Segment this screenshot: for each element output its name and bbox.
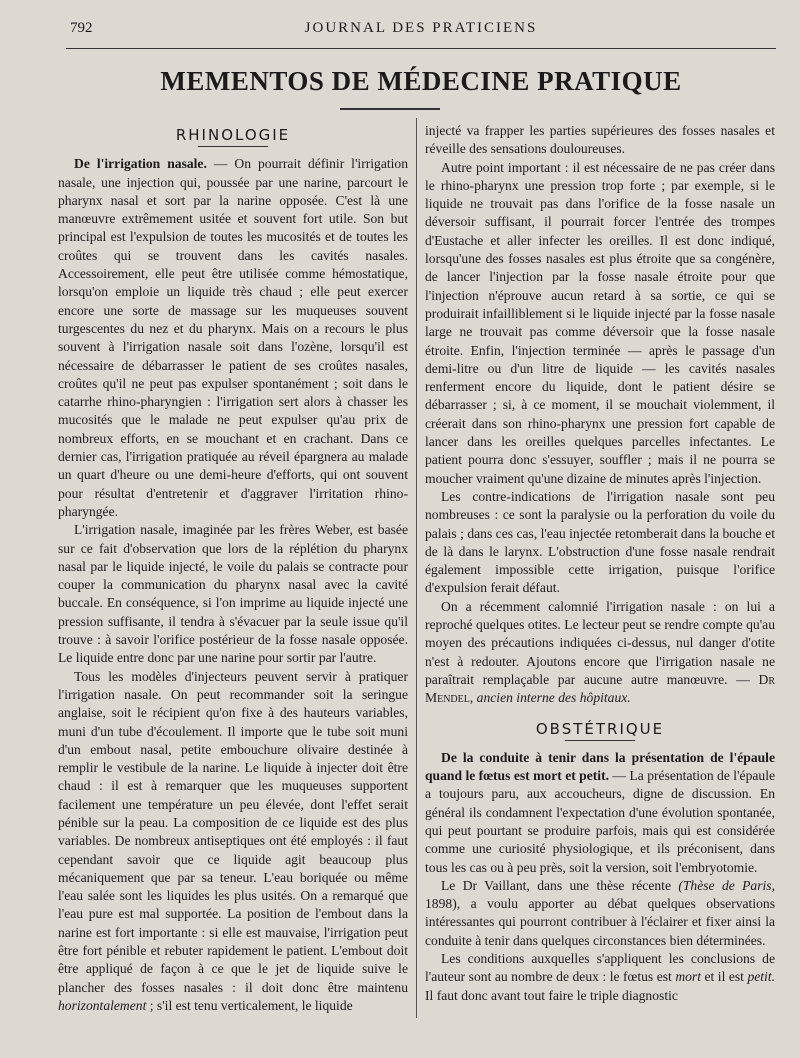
- paragraph: Autre point important : il est nécessaire de ne pas créer dans le rhino-pharynx une pression trop forte ; par exemple, si le liquide ne trouvait pas dans l'orifice de la fosse nasale un déversoir suffisant, il pourrait forcer l'entrée des trompes d'Eustache et aller infecter les oreilles. Il est donc indiqué, lorsqu'une des fosses nasales est plus étroite que sa congénère, de lancer l'injection par la fosse nasale étroite pour que l'injection n'éprouve aucun retard à sa sortie, ce qui se produirait infailliblement si le liquide injecté par la fosse nasale large ne trouvait pas comme déversoir que la fosse nasale étroite. Enfin, l'injection terminée — après le passage d'un demi-litre ou d'un litre de liquide — les cavités nasales renferment encore du liquide, dont le patient désire se débarrasser ; si, à ce moment, il se mouchait violemment, il créerait dans son rhino-pharynx une pression fort capable de lancer dans les oreilles quelques parcelles infectantes. Le patient pourra donc s'essuyer, souffler ; mais il ne pourra se moucher vraiment qu'une dizaine de minutes après l'injection.: [425, 159, 775, 486]
- paragraph-text: Le Dr Vaillant, dans une thèse récente: [441, 877, 679, 893]
- section-rule: [565, 740, 635, 741]
- paragraph: [58, 155, 408, 521]
- article-title: De l'irrigation nasale.: [74, 156, 207, 172]
- paragraph-text: 1898), a voulu apporter au débat quelques observations intéressantes qui pourront contribuer à l'éclairer et fixer ainsi la conduite à tenir dans quelques circonstances bien déterminées.: [425, 896, 775, 948]
- column-divider: [416, 118, 417, 1018]
- journal-name: JOURNAL DES PRATICIENS: [304, 20, 538, 36]
- paragraph-text: Tous les modèles d'injecteurs peuvent servir à pratiquer l'irrigation nasale. On peut recommander soit la seringue anglaise, soit le récipient qu'on fixe à des hauteurs variables, muni d'un tube d'écoulement. Il importe que le tube soit muni d'un embout nasal, petite embouchure olivaire destinée à remplir le vestibule de la narine. Le liquide à injecter doit être chaud : il est à remarquer que les muqueuses supportent facilement une température un peu élevée, dont l'effet serait pénible sur la peau. La composition de ce liquide est des plus variables. De nombreux antiseptiques ont été employés : il faut cependant savoir que ce liquide agit beaucoup plus mécaniquement que par sa teneur. L'eau boriquée ou même l'eau salée sont les liquides les plus usités. On a remarqué que l'eau pure est mal supportée. La position de l'embout dans la narine est fort importante : si elle est mauvaise, l'irrigation peut être fort pénible et rebuter rapidement le patient. L'embout doit être appliqué de façon à ce que le jet de liquide suive le plancher des fosses nasales : il doit donc être maintenu: [58, 668, 408, 995]
- title-rule: [340, 108, 440, 110]
- paragraph-text: Les conditions auxquelles s'appliquent les conclusions de l'auteur sont au nombre de deux : le fœtus est: [425, 951, 775, 985]
- right-column: [425, 122, 775, 1005]
- paragraph: [425, 598, 775, 708]
- paragraph-text: et il est: [701, 969, 748, 985]
- paragraph: L'irrigation nasale, imaginée par les frères Weber, est basée sur ce fait d'observation que lors de la réplétion du pharynx nasal par le liquide injecté, le voile du palais se contracte pour couper la communication du pharynx nasal avec la cavité buccale. En conséquence, si l'on imprime au liquide injecté une pression suffisante, il tendra à s'évacuer par la seule issue qu'il trouve : à savoir l'orifice postérieur de la fosse nasale opposée. Le liquide entre donc par une narine pour sortir par l'autre.: [58, 522, 408, 666]
- section-heading-rhinologie: RHINOLOGIE: [175, 126, 291, 144]
- paragraph: [425, 950, 775, 1005]
- paragraph: Les contre-indications de l'irrigation nasale sont peu nombreuses : ce sont la paralysie ou la perforation du voile du palais ; dans ces cas, l'eau injectée retomberait dans la bouche et de là dans le larynx. L'obstruction d'une fosse nasale rendrait également impossible cette irrigation, puisque l'orifice d'expulsion ferait défaut.: [425, 488, 775, 596]
- paragraph-text: — La présentation de l'épaule a toujours paru, aux accoucheurs, digne de discussion. En général ils condamnent l'expectation d'une évolution spontanée, qui peut pourtant se produire parfois, mais qui est considérée comme une curiosité physiologique, et ils préconisent, dans tous les cas ou à peu près, soit la version, soit l'embryotomie.: [425, 768, 776, 875]
- page-number: 792: [70, 20, 93, 36]
- paragraph: [425, 877, 775, 950]
- emphasis: petit.: [747, 969, 776, 985]
- paragraph-text: Il faut donc avant tout faire le triple diagnostic: [425, 987, 678, 1003]
- running-head: [66, 20, 776, 44]
- section-heading-obstetrique: OBSTÉTRIQUE: [535, 719, 665, 738]
- article-title: De la conduite à tenir dans la présentation de l'épaule quand le fœtus est mort et petit.: [425, 749, 775, 784]
- citation: (Thèse de Paris,: [678, 877, 775, 893]
- paragraph-text: — On pourrait définir l'irrigation nasale, une injection qui, poussée par une narine, parcourt le pharynx nasal et sort par la narine opposée. C'est là une manœuvre extrêmement usitée et souvent fort utile. Son but principal est l'expulsion de toutes les mucosités et de toutes les croûtes qui se trouvent dans les cavités nasales. Accessoirement, elle peut être utilisée comme hémostatique, lorsqu'on emploie un liquide très chaud ; elle peut exercer encore une sorte de massage sur les muqueuses souvent turgescentes du nez et du pharynx. Mais on a recours le plus souvent à l'irrigation nasale soit dans l'ozène, lorsqu'il est nécessaire de débarrasser le patient de ses croûtes nasales, croûtes qu'il ne peut pas expulser spontanément ; soit dans le catarrhe rhino-pharyngien : l'irrigation sert alors à chasser les mucosités que le malade ne peut expulser qu'au prix de nombreux efforts, en se mouchant et en crachant. Dans ce dernier cas, l'irrigation pratiquée au réveil épargnera au malade un quart d'heure ou une demi-heure d'efforts, qui ont souvent pour résultat d'entretenir et d'aggraver l'irritation rhino-pharyngée.: [58, 156, 408, 519]
- page-title: MEMENTOS DE MÉDECINE PRATIQUE: [160, 66, 682, 96]
- author-role: ancien interne des hôpitaux.: [473, 690, 631, 706]
- left-column: [58, 122, 408, 1015]
- paragraph-text: ; s'il est tenu verticalement, le liquide: [146, 997, 353, 1013]
- paragraph: injecté va frapper les parties supérieures des fosses nasales et réveille des sensations douloureuses.: [425, 123, 775, 157]
- paragraph: [58, 668, 408, 1016]
- author-name: Dr Mendel,: [425, 671, 775, 706]
- section-rule: [198, 146, 268, 147]
- paragraph: [425, 749, 775, 877]
- emphasis: horizontalement: [58, 997, 147, 1013]
- paragraph-text: On a récemment calomnié l'irrigation nasale : on lui a reproché quelques otites. Le lecteur peut se rendre compte qu'au moyen des précautions indiquées ci-dessus, nul danger d'otite n'est à redouter. Ajoutons encore que l'irrigation nasale ne paraîtrait remplaçable par aucune autre manœuvre. —: [425, 598, 775, 687]
- emphasis: mort: [675, 969, 701, 985]
- header-rule: [66, 48, 776, 49]
